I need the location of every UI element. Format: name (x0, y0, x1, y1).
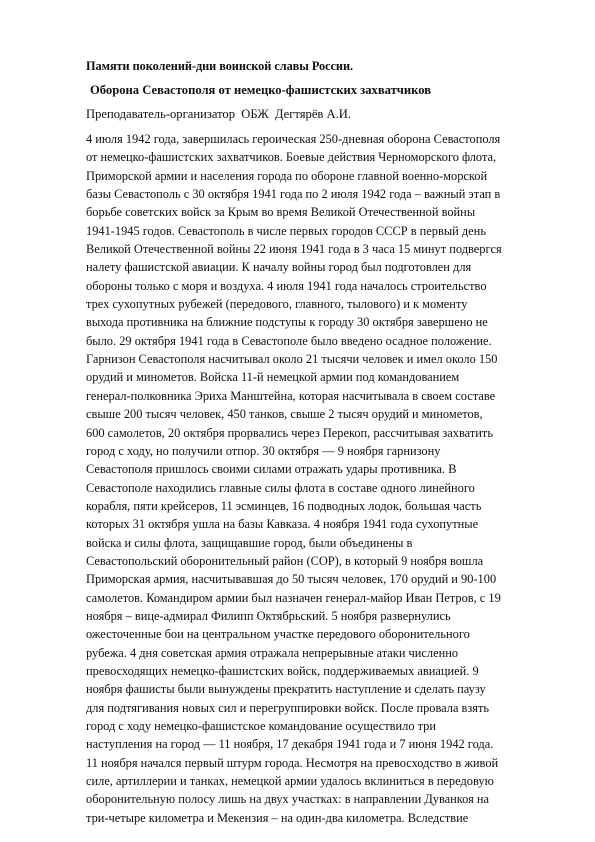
body-text-line: Севастопольский оборонительный район (СОР), в который 9 ноября вошла (86, 553, 484, 568)
body-text-line: от немецко-фашистских захватчиков. Боевые действия Черноморского флота, (86, 150, 497, 165)
document-heading: Памяти поколений-дни воинской славы России. (86, 59, 354, 73)
body-text-line: борьбе советских войск за Крым во время Великой Отечественной войны (86, 205, 476, 220)
body-text-line: свыше 200 тысяч человек, 450 танков, свыше 2 тысяч орудий и минометов, (86, 407, 483, 422)
body-text-line: наступления на город — 11 ноября, 17 декабря 1941 года и 7 июня 1942 года. (86, 737, 494, 752)
author-line: Преподаватель-организатор ОБЖ Дегтярёв А.И. (86, 107, 351, 121)
body-text-line: ожесточенные бои на центральном участке передового оборонительного (86, 627, 470, 642)
body-text-line: силе, артиллерии и танках, немецкой армии удалось вклиниться в передовую (86, 774, 494, 789)
body-text-line: 1941-1945 годов. Севастополь в числе первых городов СССР в первый день (86, 223, 486, 238)
body-text-line: орудий и минометов. Войска 11-й немецкой армии под командованием (86, 370, 460, 385)
body-text-line: генерал-полковника Эриха Манштейна, которая насчитывала в своем составе (86, 388, 496, 403)
body-text-line: Севастополе находились главные силы флота в составе одного линейного (86, 480, 475, 495)
body-text-line: город с ходу, но получили отпор. 30 октября — 9 ноября гарнизону (86, 443, 441, 458)
body-text-line: корабля, пяти крейсеров, 11 эсминцев, 16 подводных лодок, большая часть (86, 498, 482, 513)
body-text-line: обороны только с моря и воздуха. 4 июля 1941 года началось строительство (86, 278, 487, 293)
body-text-line: выхода противника на ближние подступы к городу 30 октября завершено не (86, 315, 488, 330)
body-text-line: для подтягивания новых сил и перегруппировки войск. После провала взять (86, 700, 490, 715)
body-text-line: налету фашистской авиации. К началу войны город был подготовлен для (86, 260, 472, 275)
body-text-line: Великой Отечественной войны 22 июня 1941 года в 3 часа 15 минут подвергся (86, 242, 502, 257)
document-title: Оборона Севастополя от немецко-фашистских захватчиков (90, 83, 432, 97)
body-paragraph (86, 130, 546, 827)
body-text-line: базы Севастополь с 30 октября 1941 года по 2 июля 1942 года – важный этап в (86, 187, 501, 202)
body-text-line: ноября – вице-адмирал Филипп Октябрьский. 5 ноября развернулись (86, 608, 451, 623)
body-text-line: трех сухопутных рубежей (передового, главного, тылового) и к моменту (86, 297, 468, 312)
body-text-line: 4 июля 1942 года, завершилась героическая 250-дневная оборона Севастополя (86, 132, 501, 146)
body-text-line: самолетов. Командиром армии был назначен генерал-майор Иван Петров, с 19 (86, 590, 501, 605)
body-text-line: Гарнизон Севастополя насчитывал около 21 тысячи человек и имел около 150 (86, 352, 498, 367)
body-text-line: рубежа. 4 дня советская армия отражала непрерывные атаки численно (86, 645, 459, 660)
body-text-line: 11 ноября начался первый штурм города. Несмотря на превосходство в живой (86, 755, 499, 770)
body-text-line: войска и силы флота, защищавшие город, были объединены в (86, 535, 413, 550)
body-text-line: оборонительную полосу лишь на двух участках: в направлении Дуванкоя на (86, 792, 490, 807)
body-text-line: Приморской армии и населения города по обороне главной военно-морской (86, 168, 488, 183)
body-text-line: три-четыре километра и Мекензия – на один-два километра. Вследствие (86, 810, 469, 825)
body-text-line: Приморская армия, насчитывавшая до 50 тысяч человек, 170 орудий и 90-100 (86, 572, 497, 587)
body-text-line: было. 29 октября 1941 года в Севастополе было введено осадное положение. (86, 333, 492, 348)
body-text-line: 600 самолетов, 20 октября прорвались через Перекоп, рассчитывая захватить (86, 425, 493, 440)
body-text-line: превосходящих немецко-фашистских войск, поддерживаемых авиацией. 9 (86, 663, 479, 678)
body-text-line: ноября фашисты были вынуждены прекратить наступление и сделать паузу (86, 682, 486, 697)
body-text-line: которых 31 октября ушла на базы Кавказа. 4 ноября 1941 года сухопутные (86, 517, 479, 532)
body-text-line: город с ходу немецко-фашистское командование осуществило три (86, 719, 437, 733)
body-text-line: Севастополя пришлось своими силами отражать удары противника. В (86, 462, 457, 477)
